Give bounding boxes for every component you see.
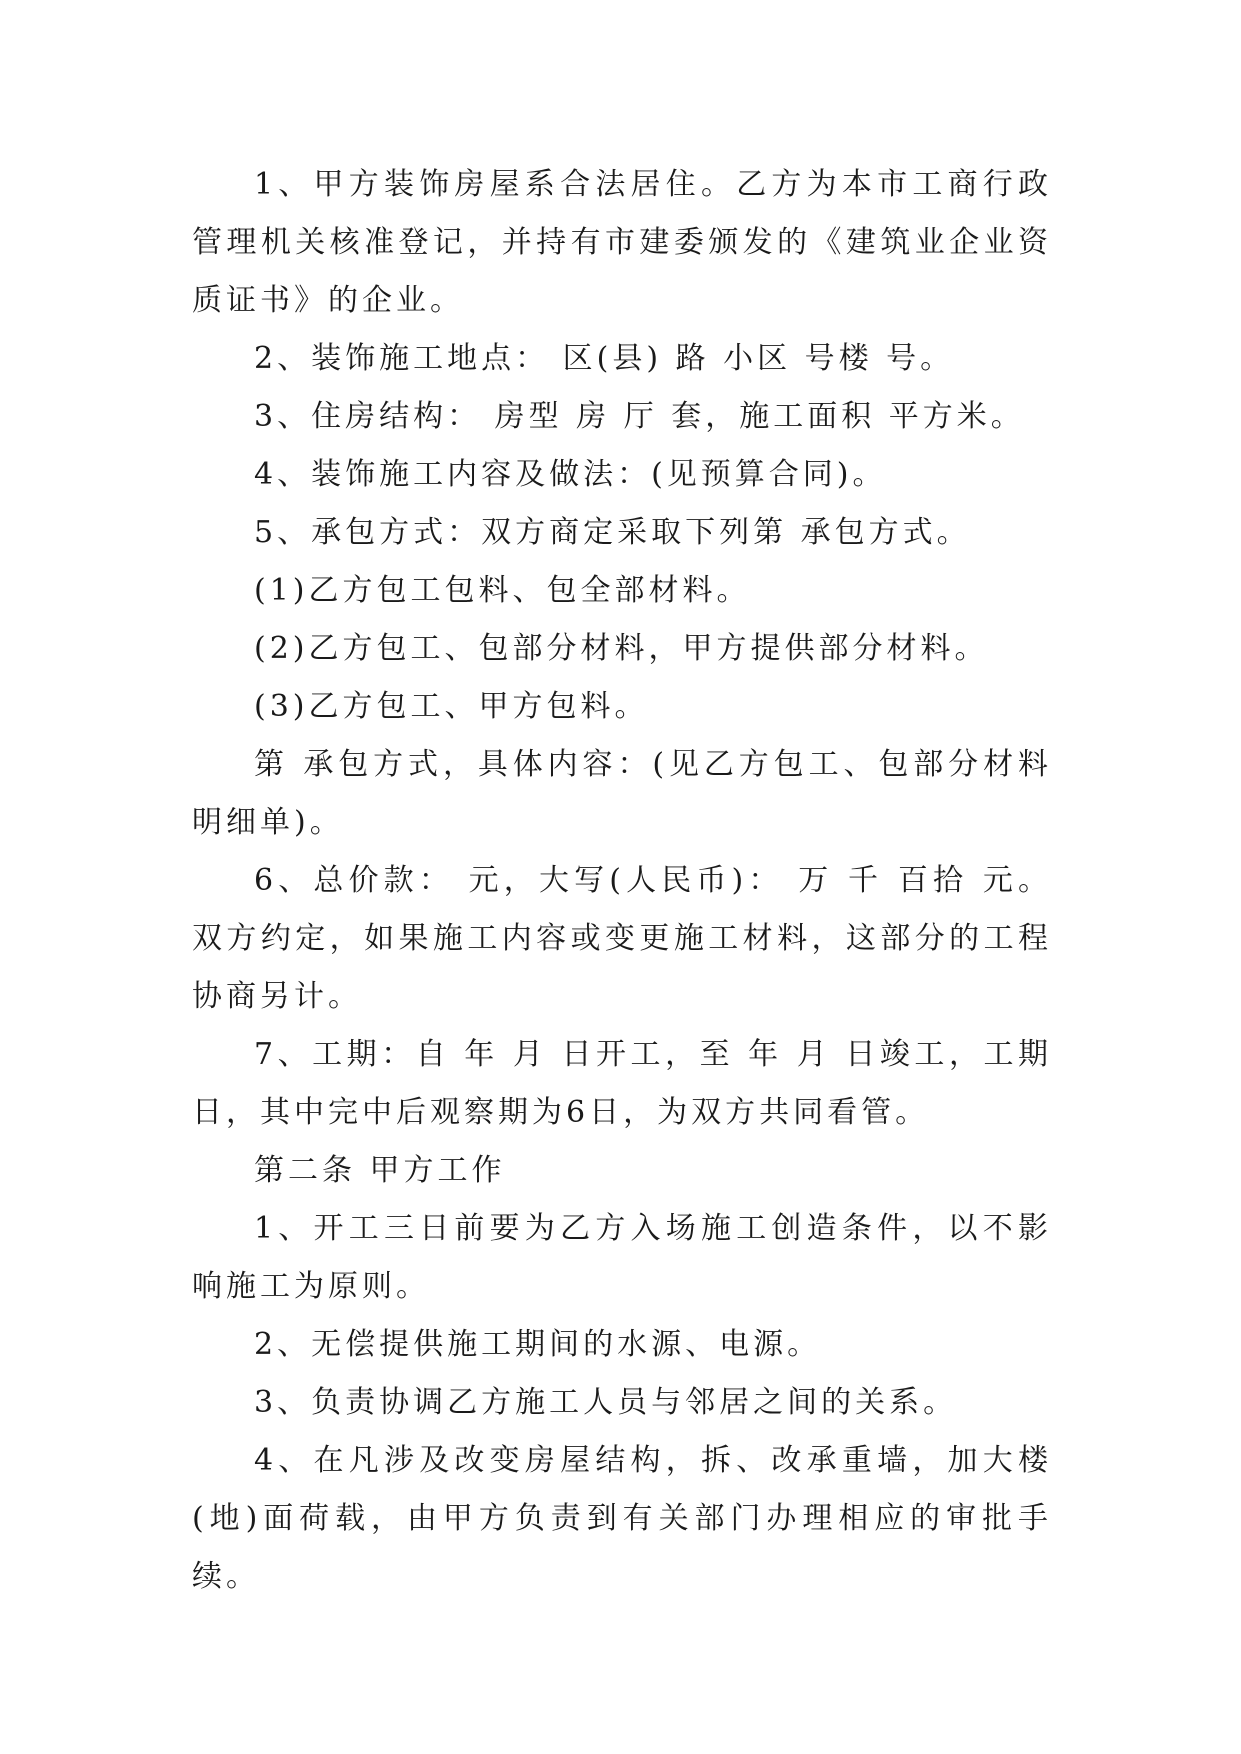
option-2-paragraph: (2)乙方包工、包部分材料，甲方提供部分材料。	[254, 631, 989, 666]
party-a-duty-4-paragraph: 4、在凡涉及改变房屋结构，拆、改承重墙，加大楼(地)面荷载，由甲方负责到有关部门办理相应的审批手续。	[192, 1443, 1052, 1594]
clause-7-paragraph: 7、工期：自 年 月 日开工，至 年 月 日竣工，工期 日，其中完中后观察期为6日，为双方共同看管。	[192, 1037, 1052, 1130]
option-3-paragraph: (3)乙方包工、甲方包料。	[254, 689, 649, 724]
party-a-duty-2-paragraph: 2、无偿提供施工期间的水源、电源。	[254, 1327, 822, 1362]
party-a-duty-3-paragraph: 3、负责协调乙方施工人员与邻居之间的关系。	[254, 1385, 958, 1420]
clause-3-paragraph: 3、住房结构： 房型 房 厅 套，施工面积 平方米。	[254, 399, 1025, 434]
clause-4-paragraph: 4、装饰施工内容及做法：(见预算合同)。	[254, 457, 887, 492]
article-2-heading: 第二条 甲方工作	[254, 1153, 506, 1188]
option-detail-paragraph: 第 承包方式，具体内容：(见乙方包工、包部分材料明细单)。	[192, 747, 1052, 840]
clause-2-paragraph: 2、装饰施工地点： 区(县) 路 小区 号楼 号。	[254, 341, 955, 376]
option-1-paragraph: (1)乙方包工包料、包全部材料。	[254, 573, 751, 608]
party-a-duty-1-paragraph: 1、开工三日前要为乙方入场施工创造条件，以不影响施工为原则。	[192, 1211, 1052, 1304]
clause-1-paragraph: 1、甲方装饰房屋系合法居住。乙方为本市工商行政管理机关核准登记，并持有市建委颁发的《建筑业企业资质证书》的企业。	[192, 167, 1052, 318]
clause-5-paragraph: 5、承包方式：双方商定采取下列第 承包方式。	[254, 515, 971, 550]
clause-6-paragraph: 6、总价款： 元，大写(人民币)： 万 千 百拾 元。双方约定，如果施工内容或变更施工材料，这部分的工程协商另计。	[192, 863, 1052, 1014]
document-body	[192, 156, 1052, 1606]
